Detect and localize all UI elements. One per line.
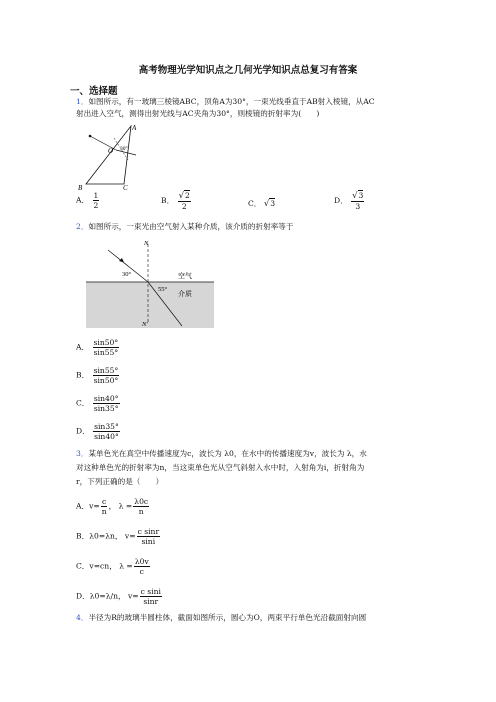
label-air: 空气 xyxy=(178,272,192,280)
label-N: N xyxy=(144,240,149,247)
q3-option-c-frac-den: c xyxy=(139,567,144,576)
q1-number: 1． xyxy=(76,97,89,106)
q2-option-c-fraction xyxy=(93,394,120,413)
q1-text-line1: 如图所示，有一玻璃三棱镜ABC，顶角A为30°，一束光线垂直于AB射入棱镜，从AC xyxy=(88,97,375,106)
incident-arrowhead xyxy=(119,258,124,263)
q1-option-a-fraction xyxy=(93,191,100,210)
q1-option-a[interactable] xyxy=(76,191,100,210)
q1-option-d-fraction xyxy=(351,191,364,211)
q3-option-c[interactable] xyxy=(76,557,151,576)
q3-option-d-pre: λ0=λ/n， v= xyxy=(89,591,139,601)
q1-option-c-label: C． xyxy=(248,199,262,208)
q3-option-b[interactable] xyxy=(76,527,161,546)
q3-text-line1: 某单色光在真空中传播速度为c，波长为 λ0，在水中的传播速度为v，波长为 λ，水 xyxy=(88,449,367,458)
q2-option-b[interactable] xyxy=(76,366,120,385)
label-C: C xyxy=(123,184,128,192)
q1-option-b-label: B． xyxy=(161,196,175,205)
q1-option-a-den: 2 xyxy=(93,201,99,210)
q3-number: 3． xyxy=(76,449,89,458)
q3-option-d[interactable] xyxy=(76,587,163,606)
q2-number: 2． xyxy=(76,222,89,231)
q3-option-d-frac-num: c sini xyxy=(140,587,161,596)
q3-line1 xyxy=(76,449,367,459)
q2-option-c[interactable] xyxy=(76,394,121,413)
q2-option-a-num: sin50° xyxy=(93,338,119,347)
q1-text-line2: 射出进入空气，测得出射光线与AC夹角为30°，则棱镜的折射率为( ) xyxy=(76,109,320,118)
q3-option-b-label: B． xyxy=(76,531,90,541)
q2-option-b-den: sin50° xyxy=(93,376,119,385)
q2-option-d[interactable] xyxy=(76,422,121,441)
q1-option-a-label: A． xyxy=(76,195,90,205)
page-title: 高考物理光学知识点之几何光学知识点总复习有答案 xyxy=(138,65,358,76)
q3-option-a-frac2-den: n xyxy=(138,507,144,516)
q2-refraction-figure xyxy=(86,236,216,330)
q2-option-c-den: sin35° xyxy=(93,404,119,413)
q3-option-d-frac-den: sinr xyxy=(143,597,159,606)
label-angle-30: 30° xyxy=(122,271,132,278)
q1-option-b-den: 2 xyxy=(181,202,187,211)
q3-option-d-frac xyxy=(140,587,162,606)
q3-option-a-pre: v= xyxy=(89,501,100,511)
prism-triangle xyxy=(86,126,131,184)
q2-option-a-label: A． xyxy=(76,342,90,352)
q1-option-b-num: √2 xyxy=(178,191,190,201)
q2-option-a-den: sin55° xyxy=(93,348,119,357)
q1-option-d[interactable] xyxy=(334,191,365,211)
q1-prism-figure xyxy=(76,120,146,192)
q1-option-a-num: 1 xyxy=(93,191,99,200)
q1-option-c[interactable]: C． √3 xyxy=(248,199,276,209)
q1-option-b-fraction xyxy=(178,191,191,211)
q1-option-d-label: D． xyxy=(334,196,348,205)
q2-option-a-fraction xyxy=(93,338,120,357)
q3-option-d-label: D． xyxy=(76,591,90,601)
q1-option-d-num: √3 xyxy=(352,191,364,201)
q1-option-b[interactable] xyxy=(161,191,192,211)
q3-option-b-frac-num: c sinr xyxy=(137,527,160,536)
q1-option-d-radicand: 3 xyxy=(358,191,364,200)
q1-option-d-den: 3 xyxy=(355,202,361,211)
q4-number: 4． xyxy=(76,613,89,622)
q2-option-d-label: D． xyxy=(76,426,90,436)
medium-region xyxy=(86,282,214,328)
q4-text-line1: 半径为R的玻璃半圆柱体，截面如图所示，圆心为O，两束平行单色光沿截面射向圆 xyxy=(88,613,367,622)
q3-option-b-pre: λ0=λn， v= xyxy=(89,531,136,541)
q2-option-c-num: sin40° xyxy=(93,394,119,403)
q2-option-b-num: sin55° xyxy=(93,366,119,375)
q2-option-b-fraction xyxy=(93,366,120,385)
q3-text-line3: r，下列正确的是（ ） xyxy=(76,477,164,486)
label-A: A xyxy=(132,124,137,132)
q2-option-d-num: sin35° xyxy=(94,422,119,431)
label-B: B xyxy=(78,184,83,192)
q2-option-c-label: C． xyxy=(76,398,90,408)
q3-option-b-frac xyxy=(137,527,161,546)
q1-option-c-radicand: 3 xyxy=(270,199,276,208)
q2-option-a[interactable] xyxy=(76,338,120,357)
q2-line1 xyxy=(76,222,293,232)
label-angle-55: 55° xyxy=(158,286,168,293)
q3-option-a-frac1 xyxy=(101,497,108,516)
section-heading: 一、选择题 xyxy=(70,86,118,97)
q3-option-a-label: A． xyxy=(76,501,90,511)
label-N-prime: N' xyxy=(142,321,148,328)
q3-option-c-frac xyxy=(134,557,150,576)
q2-option-d-den: sin40° xyxy=(94,432,119,441)
q1-line1 xyxy=(76,97,375,107)
label-angle: 30° xyxy=(120,146,128,152)
label-O: O xyxy=(108,147,114,155)
q3-option-a-frac1-den: n xyxy=(101,507,107,516)
q3-option-a-mid: ， λ = xyxy=(108,501,133,511)
q4-line1 xyxy=(76,613,366,623)
q3-option-c-frac-num: λ0v xyxy=(134,557,149,566)
q3-option-a-frac2 xyxy=(133,497,149,516)
label-medium: 介质 xyxy=(178,290,192,298)
q3-option-a-frac2-num: λ0c xyxy=(134,497,149,506)
q3-option-b-frac-den: sini xyxy=(141,537,156,546)
q2-option-d-fraction xyxy=(93,422,120,441)
q3-option-c-pre: v=cn， λ = xyxy=(89,561,133,571)
q2-option-b-label: B． xyxy=(76,370,90,380)
q3-text-line2: 对这种单色光的折射率为n，当这束单色光从空气斜射入水中时，入射角为i，折射角为 xyxy=(76,463,365,472)
q1-option-b-radicand: 2 xyxy=(185,191,190,200)
q2-text-line1: 如图所示，一束光由空气射入某种介质，该介质的折射率等于 xyxy=(88,222,294,231)
q3-option-a[interactable] xyxy=(76,497,150,516)
light-source-dot xyxy=(89,135,92,138)
q3-option-c-label: C． xyxy=(76,561,90,571)
q3-option-a-frac1-num: c xyxy=(102,497,107,506)
